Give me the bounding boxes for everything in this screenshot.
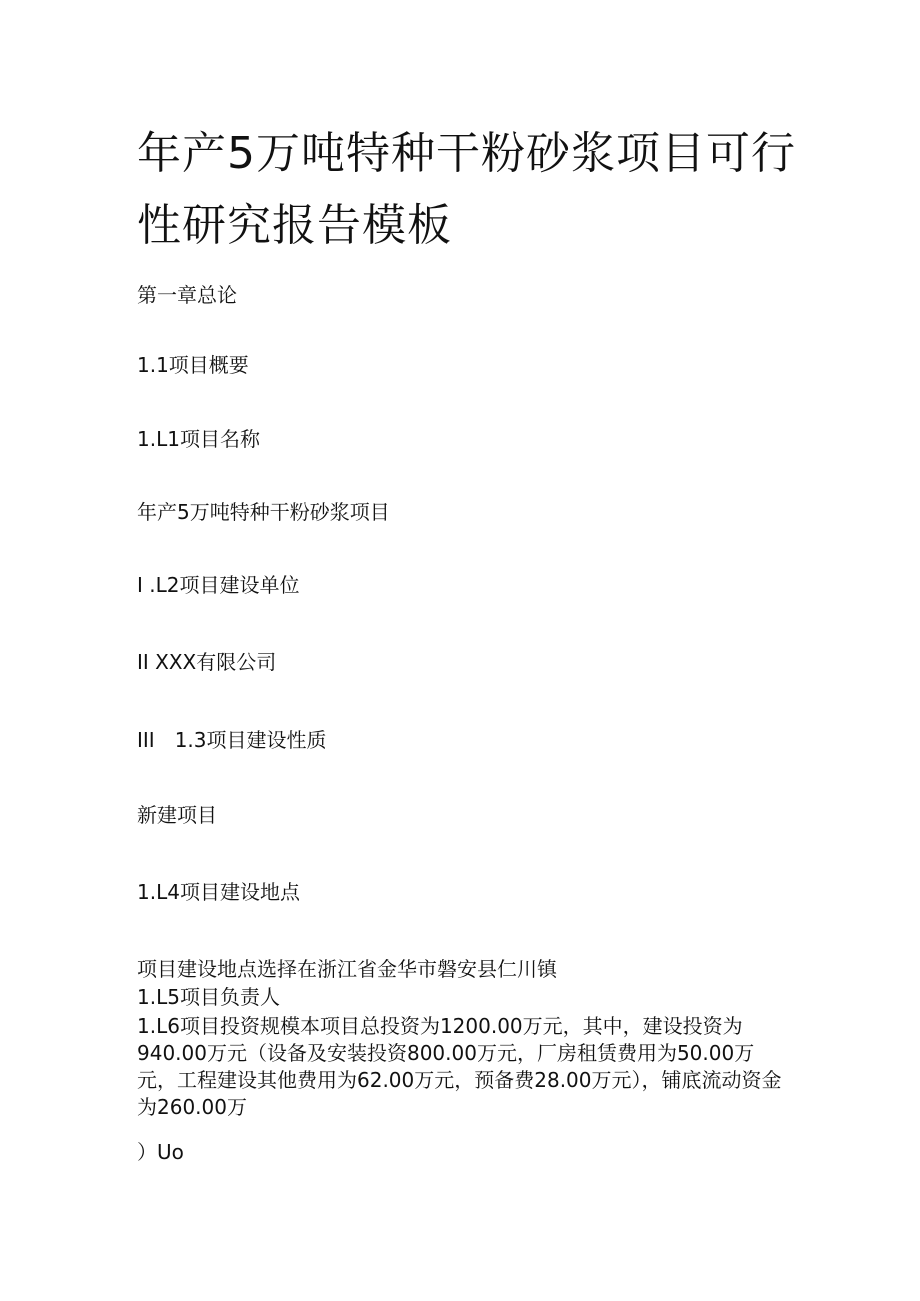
subsection-heading-construction-site: 1.L4项目建设地点 [137, 880, 300, 904]
chapter-heading: 第一章总论 [137, 283, 237, 307]
trailing-text-fragment: ）Uo [137, 1140, 184, 1164]
document-title: 年产5万吨特种干粉砂浆项目可行性研究报告模板 [137, 128, 796, 251]
section-heading-project-overview: 1.1项目概要 [137, 353, 249, 377]
subsection-heading-project-leader: 1.L5项目负责人 [137, 985, 280, 1009]
investment-scale-paragraph: 1.L6项目投资规模本项目总投资为1200.00万元，其中，建设投资为940.00万元（设备及安装投资800.00万元，厂房租赁费用为50.00万元，工程建设其他费用为62.00万元，预备费28.00万元），铺底流动资金为260.00万 [137, 1014, 782, 1119]
construction-site-text: 项目建设地点选择在浙江省金华市磐安县仁川镇 [137, 957, 557, 981]
construction-unit-text: II XXX有限公司 [137, 650, 277, 674]
subsection-heading-project-name: 1.L1项目名称 [137, 427, 260, 451]
project-name-text: 年产5万吨特种干粉砂浆项目 [137, 500, 390, 524]
subsection-heading-construction-unit: I .L2项目建设单位 [137, 573, 300, 597]
construction-nature-text: 新建项目 [137, 803, 217, 827]
subsection-heading-construction-nature: III 1.3项目建设性质 [137, 728, 327, 752]
